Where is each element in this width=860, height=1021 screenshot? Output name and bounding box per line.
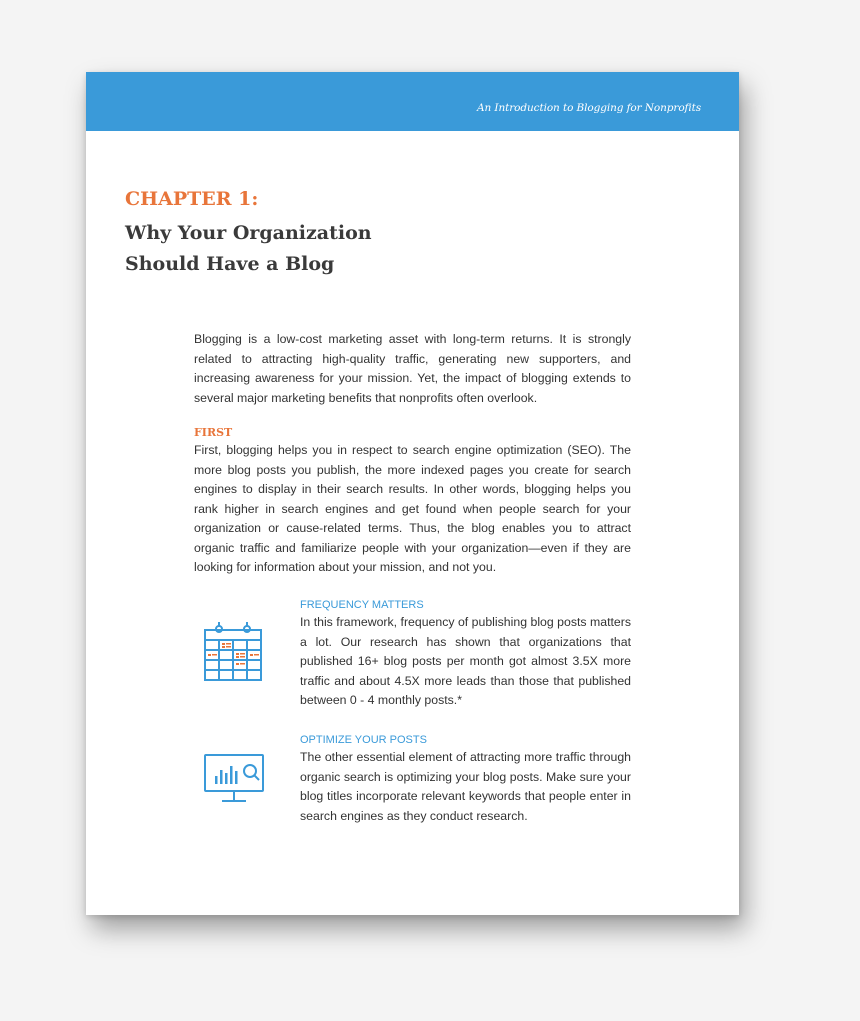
frequency-matters-block xyxy=(300,599,631,711)
chapter-title-line-1: Why Your Organization xyxy=(125,222,372,244)
calendar-icon xyxy=(201,620,265,684)
optimize-posts-block xyxy=(300,734,631,826)
frequency-matters-heading: FREQUENCY MATTERS xyxy=(300,599,424,611)
analytics-monitor-icon xyxy=(202,752,266,808)
optimize-posts-heading: OPTIMIZE YOUR POSTS xyxy=(300,734,427,746)
document-page xyxy=(86,72,739,915)
first-section-paragraph: First, blogging helps you in respect to search engine optimization (SEO). The more blog posts you publish, the more indexed pages you create for search engines to display in their search results. In other words, blogging helps you rank higher in search engines and get found when people search for your organization or cause-related terms. Thus, the blog enables you to attract organic traffic and familiarize people with your organization—even if they are looking for information about your mission, and not you. xyxy=(194,443,631,574)
intro-paragraph: Blogging is a low-cost marketing asset with long-term returns. It is strongly related to attracting high-quality traffic, generating new supporters, and increasing awareness for your mission. Yet, the impact of blogging extends to several major marketing benefits that nonprofits often overlook. xyxy=(194,332,631,405)
optimize-posts-paragraph: The other essential element of attracting more traffic through organic search is optimizing your blog posts. Make sure your blog titles incorporate relevant keywords that people enter in search engines as they conduct research. xyxy=(300,750,631,823)
header-band xyxy=(86,72,739,131)
chapter-label: CHAPTER 1: xyxy=(125,188,259,210)
chapter-title-line-2: Should Have a Blog xyxy=(125,253,335,275)
frequency-matters-paragraph: In this framework, frequency of publishing blog posts matters a lot. Our research has shown that organizations that published 16+ blog posts per month got almost 3.5X more traffic and about 4.5X more leads than those that published between 0 - 4 monthly posts.* xyxy=(300,615,631,707)
first-section-label: FIRST xyxy=(194,426,233,439)
chapter-title xyxy=(125,218,455,280)
running-header-title: An Introduction to Blogging for Nonprofits xyxy=(477,102,701,114)
